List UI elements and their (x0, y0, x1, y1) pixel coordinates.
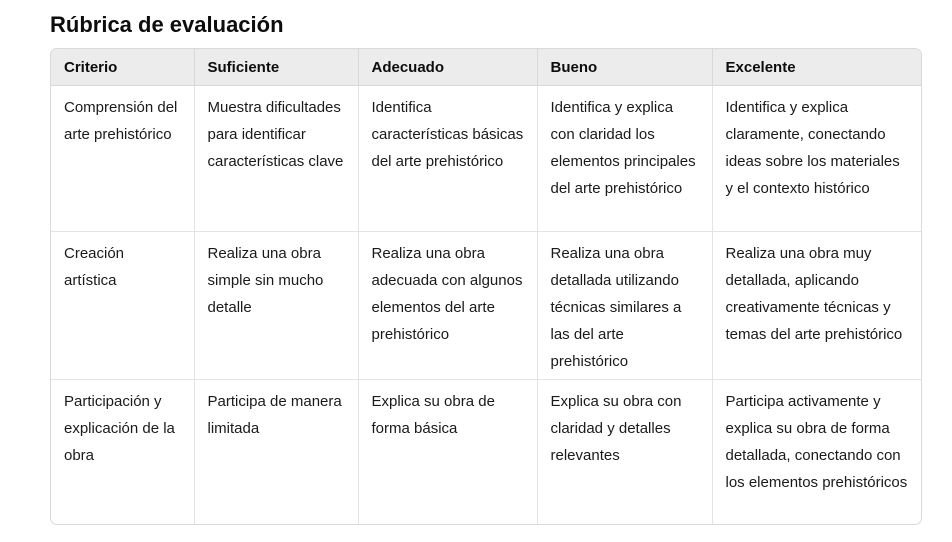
cell-suficiente: Realiza una obra simple sin mucho detalle (194, 232, 358, 380)
cell-adecuado: Realiza una obra adecuada con algunos elementos del arte prehistórico (358, 232, 537, 380)
cell-excelente: Identifica y explica claramente, conectando ideas sobre los materiales y el contexto histórico (712, 86, 921, 232)
header-suficiente: Suficiente (194, 49, 358, 86)
cell-suficiente: Participa de manera limitada (194, 380, 358, 525)
header-adecuado: Adecuado (358, 49, 537, 86)
cell-bueno: Identifica y explica con claridad los elementos principales del arte prehistórico (537, 86, 712, 232)
table-row (51, 380, 921, 525)
table-row (51, 86, 921, 232)
page-title: Rúbrica de evaluación (50, 12, 284, 37)
cell-adecuado: Identifica características básicas del arte prehistórico (358, 86, 537, 232)
rubric-table-container (50, 48, 922, 525)
cell-criterio: Participación y explicación de la obra (51, 380, 194, 525)
cell-adecuado: Explica su obra de forma básica (358, 380, 537, 525)
cell-suficiente: Muestra dificultades para identificar características clave (194, 86, 358, 232)
header-bueno: Bueno (537, 49, 712, 86)
header-excelente: Excelente (712, 49, 921, 86)
cell-bueno: Realiza una obra detallada utilizando técnicas similares a las del arte prehistórico (537, 232, 712, 380)
cell-criterio: Creación artística (51, 232, 194, 380)
table-row (51, 232, 921, 380)
cell-excelente: Participa activamente y explica su obra de forma detallada, conectando con los elementos prehistóricos (725, 393, 908, 491)
rubric-table (51, 49, 921, 524)
cell-criterio: Comprensión del arte prehistórico (51, 86, 194, 232)
cell-bueno: Explica su obra con claridad y detalles relevantes (537, 380, 712, 525)
header-criterio: Criterio (51, 49, 194, 86)
cell-excelente: Realiza una obra muy detallada, aplicando creativamente técnicas y temas del arte prehistórico (712, 232, 921, 380)
table-header-row (51, 49, 921, 86)
